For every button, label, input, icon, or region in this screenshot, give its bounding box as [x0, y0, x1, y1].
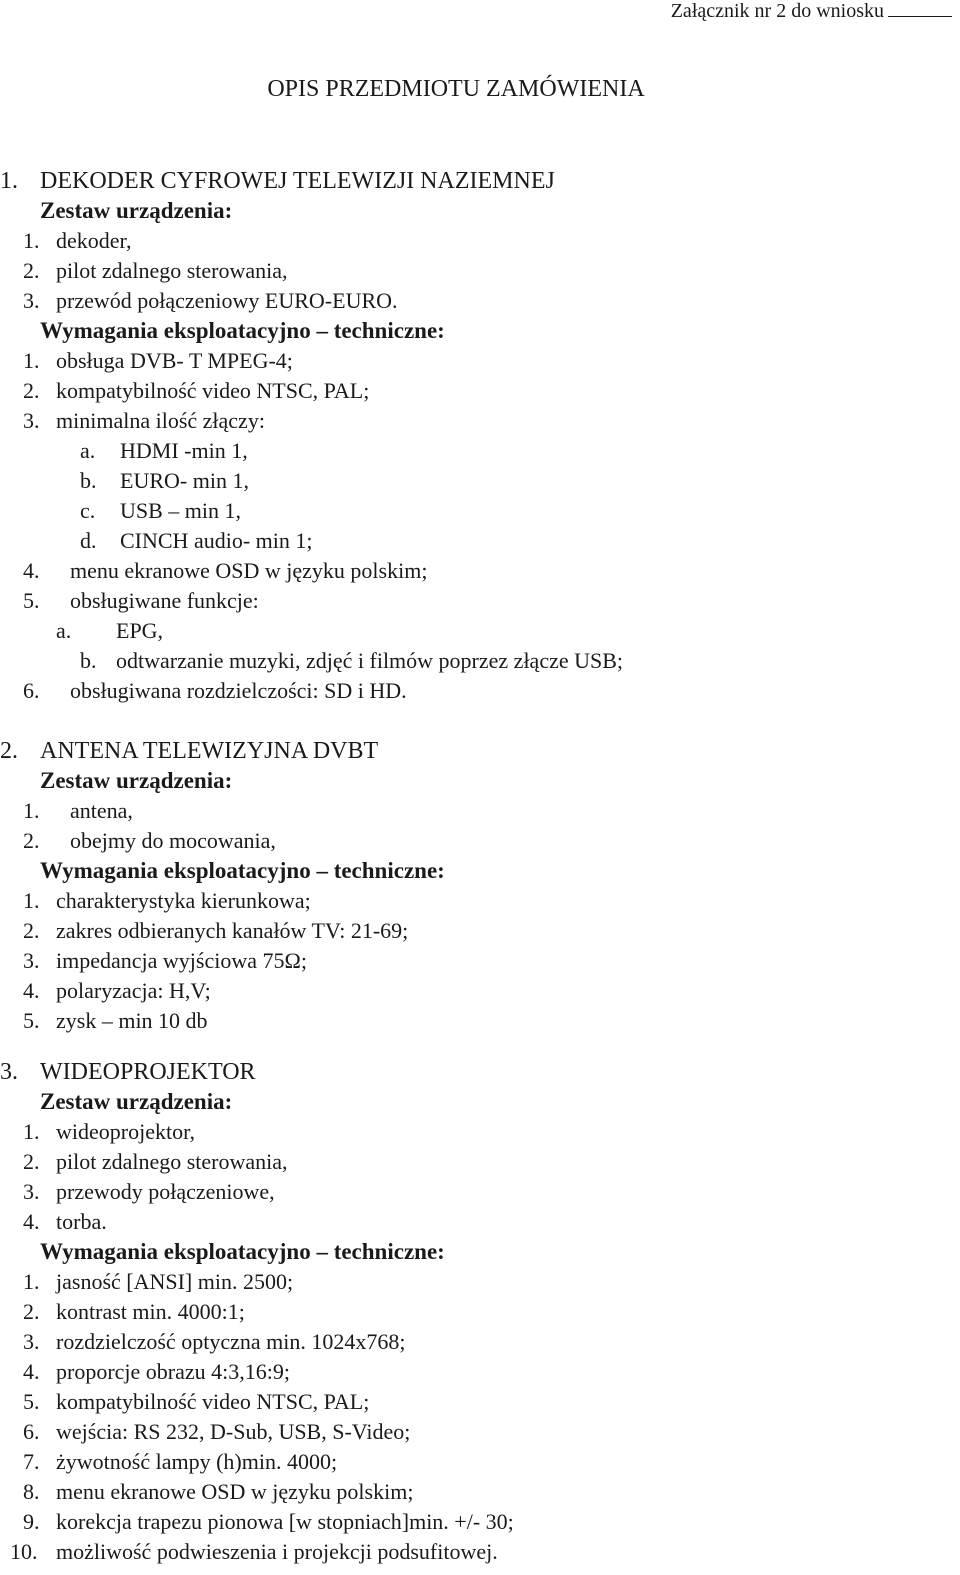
sub-list-item: a. EPG, [56, 618, 164, 643]
list-item: 6. wejścia: RS 232, D-Sub, USB, S-Video; [23, 1419, 411, 1444]
list-item: 3. przewód połączeniowy EURO-EURO. [23, 288, 398, 313]
list-item: 2. pilot zdalnego sterowania, [23, 258, 288, 283]
section-decoder [0, 166, 940, 706]
list-item: 2. kontrast min. 4000:1; [23, 1299, 245, 1324]
list-item: 2. kompatybilność video NTSC, PAL; [23, 378, 370, 403]
list-item: 2. zakres odbieranych kanałów TV: 21-69; [23, 918, 409, 943]
list-item: 6. obsługiwana rozdzielczości: SD i HD. [23, 678, 407, 703]
section-antenna [0, 736, 940, 1036]
list-item: 2. obejmy do mocowania, [23, 828, 276, 853]
requirements-heading: Wymagania eksploatacyjno – techniczne: [40, 318, 445, 343]
list-item: 3. minimalna ilość złączy: [23, 408, 265, 433]
document-title: OPIS PRZEDMIOTU ZAMÓWIENIA [267, 76, 645, 102]
list-item: 1. charakterystyka kierunkowa; [23, 888, 311, 913]
list-item: 5. kompatybilność video NTSC, PAL; [23, 1389, 370, 1414]
blank-line [888, 16, 952, 17]
sub-list-item: c. USB – min 1, [80, 498, 242, 523]
list-item: 9. korekcja trapezu pionowa [w stopniach]min. +/- 30; [23, 1509, 514, 1534]
list-item: 5. obsługiwane funkcje: [23, 588, 259, 613]
requirements-heading: Wymagania eksploatacyjno – techniczne: [40, 858, 445, 883]
attachment-label: Załącznik nr 2 do wniosku [671, 0, 952, 23]
list-item: 10. możliwość podwieszenia i projekcji podsufitowej. [10, 1539, 498, 1564]
section-heading: 2. ANTENA TELEWIZYJNA DVBT [0, 738, 379, 764]
list-item: 4. torba. [23, 1209, 107, 1234]
list-item: 4. polaryzacja: H,V; [23, 978, 211, 1003]
sub-list-item: a. HDMI -min 1, [80, 438, 248, 463]
list-item: 7. żywotność lampy (h)min. 4000; [23, 1449, 338, 1474]
list-item: 3. rozdzielczość optyczna min. 1024x768; [23, 1329, 406, 1354]
list-item: 8. menu ekranowe OSD w języku polskim; [23, 1479, 414, 1504]
list-item: 3. impedancja wyjściowa 75Ω; [23, 948, 307, 973]
list-item: 5. zysk – min 10 db [23, 1008, 208, 1033]
list-item: 2. pilot zdalnego sterowania, [23, 1149, 288, 1174]
list-item: 1. wideoprojektor, [23, 1119, 196, 1144]
section-projector [0, 1057, 940, 1567]
sub-list-item: b. EURO- min 1, [80, 468, 249, 493]
list-item: 4. menu ekranowe OSD w języku polskim; [23, 558, 428, 583]
list-item: 1. jasność [ANSI] min. 2500; [23, 1269, 294, 1294]
set-heading: Zestaw urządzenia: [40, 1089, 233, 1114]
requirements-heading: Wymagania eksploatacyjno – techniczne: [40, 1239, 445, 1264]
list-item: 1. dekoder, [23, 228, 132, 253]
section-heading: 3. WIDEOPROJEKTOR [0, 1059, 256, 1085]
section-heading: 1. DEKODER CYFROWEJ TELEWIZJI NAZIEMNEJ [0, 168, 555, 194]
set-heading: Zestaw urządzenia: [40, 768, 233, 793]
sub-list-item: d. CINCH audio- min 1; [80, 528, 313, 553]
list-item: 3. przewody połączeniowe, [23, 1179, 275, 1204]
list-item: 1. obsługa DVB- T MPEG-4; [23, 348, 293, 373]
set-heading: Zestaw urządzenia: [40, 198, 233, 223]
list-item: 4. proporcje obrazu 4:3,16:9; [23, 1359, 290, 1384]
sub-list-item: b. odtwarzanie muzyki, zdjęć i filmów poprzez złącze USB; [80, 648, 624, 673]
list-item: 1. antena, [23, 798, 133, 823]
